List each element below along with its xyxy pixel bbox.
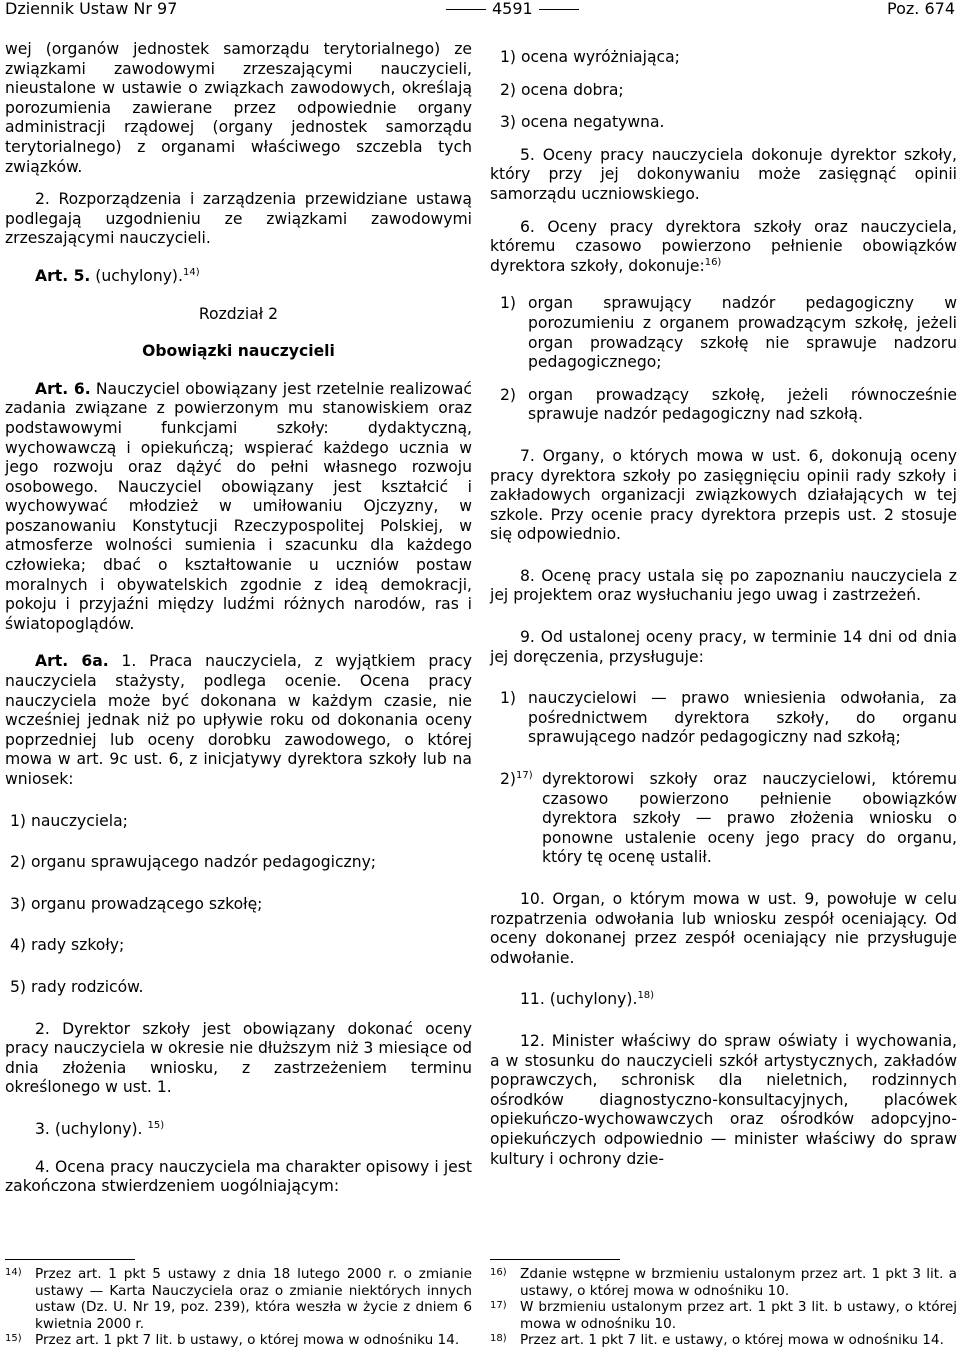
art-6-label: Art. 6. xyxy=(35,379,91,398)
list-item: 1) nauczycielowi — prawo wniesienia odwołania, za pośrednictwem dyrektora szkoły, do organu sprawującego nadzór pedagogiczny nad szkołą; xyxy=(500,689,957,747)
list-item: 1) organ sprawujący nadzór pedagogiczny w porozumieniu z organem prowadzącym szkołę, jeżeli organ prowadzący szkołę nie sprawuje nadzoru pedagogicznego; xyxy=(500,294,957,372)
left-footnotes xyxy=(5,1243,472,1349)
footnote-divider xyxy=(490,1259,620,1260)
list-item: 2) organu sprawującego nadzór pedagogiczny; xyxy=(10,853,377,872)
art-6 xyxy=(5,380,472,635)
footnote-ref-15: 15) xyxy=(147,1119,165,1131)
footnote-ref-14: 14) xyxy=(182,266,200,278)
list-item: 2)$^{17)}$ dyrektorowi szkoły oraz nauczycielowi, któremu czasowo powierzono pełnienie obowiązków dyrektora szkoły — prawo złożenia wniosku o ponowne ustalenie oceny jego pracy do organu, który tę ocenę ustalił. xyxy=(500,770,957,867)
footnote: 15) Przez art. 1 pkt 7 lit. b ustawy, o której mowa w odnośniku 14. xyxy=(5,1332,460,1348)
art-6a-label: Art. 6a. xyxy=(35,652,109,671)
art-5-text: (uchylony). xyxy=(90,266,183,285)
list-item: 2) organ prowadzący szkołę, jeżeli równocześnie sprawuje nadzór pedagogiczny nad szkołą. xyxy=(500,385,957,424)
footnote: 17) W brzmieniu ustalonym przez art. 1 pkt 3 lit. b ustawy, o której mowa w odnośniku 10. xyxy=(490,1299,957,1332)
paragraph-6: 6. Oceny pracy dyrektora szkoły oraz nauczyciela, któremu czasowo powierzono pełnienie obowiązków dyrektora szkoły, dokonuje:$^{16)}$ xyxy=(490,217,957,275)
paragraph-10: 10. Organ, o którym mowa w ust. 9, powołuje w celu rozpatrzenia odwołania lub wniosku zespół oceniający. Od oceny dokonanej przez zespół oceniający nie przysługuje odwołanie. xyxy=(490,890,957,967)
paragraph-9: 9. Od ustalonej oceny pracy, w terminie 14 dni od dnia jej doręczenia, przysługuje: xyxy=(490,628,957,666)
page-header xyxy=(5,0,955,20)
page-number: 4591 xyxy=(440,0,585,18)
footnote-ref-16: 16) xyxy=(704,256,722,268)
paragraph-7: 7. Organy, o których mowa w ust. 6, dokonują oceny pracy dyrektora szkoły po zasięgnięciu opinii rady szkoły i zakładowych organizacji związkowych działających w tej szkole. Przy ocenie pracy dyrektora przepis ust. 2 stosuje się odpowiednio. xyxy=(490,446,957,544)
intro-paragraph: wej (organów jednostek samorządu terytorialnego) ze związkami zawodowymi zrzeszającymi nauczycieli, nieustalone w ustawie o związkach zawodowych, określają porozumienia zawierane przez odpowiednie organy administracji rządowej (organy jednostek samorządu terytorialnego) z organami właściwego szczebla tych związków. xyxy=(5,40,472,176)
paragraph-6a-2: 2. Dyrektor szkoły jest obowiązany dokonać oceny pracy nauczyciela w okresie nie dłuższym niż 3 miesiące od dnia złożenia wniosku, z zastrzeżeniem terminu określonego w ust. 1. xyxy=(5,1019,473,1097)
footnote: 14) Przez art. 1 pkt 5 ustawy z dnia 18 lutego 2000 r. o zmianie ustawy — Karta Nauczyciela oraz o zmianie niektórych innych ustaw (Dz. U. Nr 19, poz. 239), która weszła w życie z dniem 6 kwietnia 2000 r. xyxy=(5,1266,472,1332)
footnote: 16) Zdanie wstępne w brzmieniu ustalonym przez art. 1 pkt 3 lit. a ustawy, o której mowa w odnośniku 10. xyxy=(490,1266,957,1299)
paragraph-6a-3: 3. (uchylony). $^{15)}$ xyxy=(35,1119,165,1138)
right-footnotes xyxy=(490,1243,957,1349)
art-6a xyxy=(5,652,472,789)
art-5 xyxy=(5,267,472,287)
paragraph-6a-4: 4. Ocena pracy nauczyciela ma charakter opisowy i jest zakończona stwierdzeniem uogólniającym: xyxy=(5,1157,472,1196)
grade-item: 1) ocena wyróżniająca; xyxy=(500,48,680,66)
list-item: 3) organu prowadzącego szkołę; xyxy=(10,894,263,913)
left-column xyxy=(5,40,472,1197)
footnote-ref-18: 18) xyxy=(637,990,655,1002)
footnote-divider xyxy=(5,1259,135,1260)
paragraph-11: 11. (uchylony).$^{18)}$ xyxy=(520,990,655,1009)
list-item: 1) nauczyciela; xyxy=(10,811,128,830)
art-6-text: Nauczyciel obowiązany jest rzetelnie realizować zadania związane z powierzonym mu stanowiskiem oraz podstawowymi funkcjami szkoły: dydaktyczną, wychowawczą i opiekuńczą; wspierać każdego ucznia w jego rozwoju oraz dążyć do pełni własnego rozwoju osobowego. Nauczyciel obowiązany jest kształcić i wychowywać młodzież w umiłowaniu Ojczyzny, w poszanowaniu Konstytucji Rzeczypospolitej Polskiej, w atmosferze wolności sumienia i szacunku dla każdego człowieka; dbać o kształtowanie u uczniów postaw moralnych i obywatelskich zgodnie z ideą demokracji, pokoju i przyjaźni między ludźmi różnych narodów, ras i światopoglądów. xyxy=(5,379,472,633)
chapter-title: Obowiązki nauczycieli xyxy=(142,342,335,361)
art-5-label: Art. 5. xyxy=(35,266,91,285)
footnote-ref-17: 17) xyxy=(516,770,533,782)
paragraph-5: 5. Oceny pracy nauczyciela dokonuje dyrektor szkoły, który przy jej dokonywaniu może zasięgnąć opinii samorządu uczniowskiego. xyxy=(490,145,957,203)
paragraph-12: 12. Minister właściwy do spraw oświaty i wychowania, a w stosunku do nauczycieli szkół artystycznych, zakładów poprawczych, schronisk dla nieletnich, rodzinnych ośrodków diagnostyczno-konsultacyjnych, placówek opiekuńczo-wychowawczych oraz ośrodków adopcyjno-opiekuńczych odpowiednio — minister właściwy do spraw kultury i ochrony dzie- xyxy=(490,1031,957,1168)
right-column xyxy=(490,48,957,1169)
list-item: 5) rady rodziców. xyxy=(10,977,144,996)
paragraph-2: 2. Rozporządzenia i zarządzenia przewidziane ustawą podlegają uzgodnieniu ze związkami zawodowymi zrzeszającymi nauczycieli. xyxy=(5,190,472,248)
position-number: Poz. 674 xyxy=(887,0,955,18)
grade-item: 3) ocena negatywna. xyxy=(500,113,665,132)
art-6a-text: 1. Praca nauczyciela, z wyjątkiem pracy nauczyciela stażysty, podlega ocenie. Ocena pracy nauczyciela może być dokonana w każdym czasie, nie wcześniej jednak niż po upływie roku od dokonania oceny poprzedniej lub oceny dorobku zawodowego, o której mowa w art. 9c ust. 6, z inicjatywy dyrektora szkoły lub na wniosek: xyxy=(5,652,472,788)
chapter-heading: Rozdział 2 xyxy=(198,304,279,323)
paragraph-8: 8. Ocenę pracy ustala się po zapoznaniu nauczyciela z jej projektem oraz wysłuchaniu jego uwag i zastrzeżeń. xyxy=(490,566,957,605)
journal-title: Dziennik Ustaw Nr 97 xyxy=(5,0,178,18)
footnote: 18) Przez art. 1 pkt 7 lit. e ustawy, o której mowa w odnośniku 14. xyxy=(490,1332,944,1348)
grade-item: 2) ocena dobra; xyxy=(500,80,624,99)
list-item: 4) rady szkoły; xyxy=(10,936,125,955)
